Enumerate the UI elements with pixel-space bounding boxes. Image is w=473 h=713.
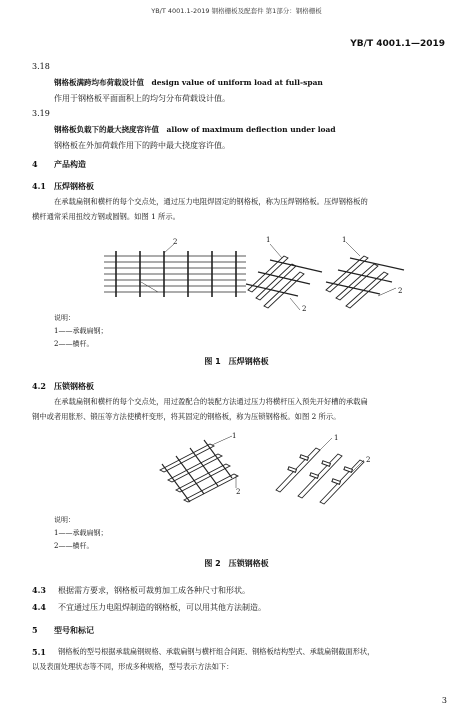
- clause-title-4-2: 压锁钢格板: [54, 381, 94, 391]
- figure-2-isometric-view-a: [150, 430, 250, 510]
- section-number-5: 5: [32, 625, 38, 635]
- clause-text-4-4: 不宜通过压力电阻焊制造的钢格板，可以用其他方法制造。: [58, 603, 266, 612]
- figure-2-legend-2: 2——横杆。: [54, 542, 94, 550]
- figure-1-mid-callout-1: 1: [266, 236, 271, 244]
- figure-2-legend-1: 1——承载扁钢；: [54, 529, 108, 537]
- clause-number-3-19: 3.19: [32, 109, 50, 118]
- clause-number-4-4: 4.4: [32, 602, 46, 612]
- standard-number: YB/T 4001.1—2019: [350, 39, 445, 49]
- figure-1-legend-2: 2——横杆。: [54, 340, 94, 348]
- clause-title-4-1: 压焊钢格板: [54, 181, 94, 191]
- definition-3-18: 作用于钢格板平面面积上的均匀分布荷载设计值。: [54, 94, 230, 103]
- paragraph-4-2-line2: 钢中或者用胀形、锻压等方法使横杆变形，将其固定的钢格板，称为压锁钢格板。如图 2 所示。: [32, 412, 341, 421]
- figure-1-isometric-view-b: [320, 238, 403, 318]
- figure-2-left-callout-2: 2: [236, 488, 241, 496]
- paragraph-5-1-line1: 钢格板的型号根据承载扁钢规格、承载扁钢与横杆组合间距、钢格板结构型式、承载扁钢截面形状，: [58, 647, 375, 656]
- page-number: 3: [441, 696, 447, 705]
- definition-3-19: 钢格板在外加荷载作用下的跨中最大挠度容许值。: [54, 141, 230, 150]
- clause-text-4-3: 根据需方要求，钢格板可裁剪加工成各种尺寸和形状。: [58, 586, 250, 595]
- figure-2-right-callout-2: 2: [366, 456, 371, 464]
- clause-number-5-1: 5.1: [32, 647, 46, 657]
- figure-1-legend-title: 说明：: [54, 314, 75, 322]
- term-3-19: 钢格板负载下的最大挠度容许值 allow of maximum deflection under load: [54, 125, 336, 134]
- figure-1-right-callout-2: 2: [398, 287, 403, 295]
- paragraph-4-1-line2: 横杆通常采用扭绞方钢或圆钢。如图 1 所示。: [32, 212, 180, 221]
- term-3-18: 钢格板满跨均布荷载设计值 design value of uniform load at full-span: [54, 78, 323, 87]
- figure-1-plan-view: [96, 232, 246, 312]
- paragraph-4-2-line1: 在承载扁钢和横杆的每个交点处，用过盈配合的装配方法通过压力将横杆压入预先开好槽的承载扁: [54, 397, 368, 406]
- running-header: YB/T 4001.1-2019 钢格栅板及配套件 第1部分：钢格栅板: [151, 7, 322, 15]
- figure-1-left-callout-2: 2: [173, 238, 178, 246]
- figure-2-isometric-view-b: [268, 430, 378, 510]
- clause-number-3-18: 3.18: [32, 62, 50, 71]
- paragraph-5-1-line2: 以及表面处理状态等不同，形成多种规格，型号表示方法如下：: [32, 662, 234, 671]
- figure-2-caption: 图 2 压锁钢格板: [204, 559, 269, 568]
- figure-2-left-callout-1: 1: [232, 432, 237, 440]
- figure-1-legend-1: 1——承载扁钢；: [54, 327, 108, 335]
- figure-1-mid-callout-2: 2: [302, 305, 307, 313]
- figure-1-caption: 图 1 压焊钢格板: [204, 357, 269, 366]
- section-title-4: 产品构造: [54, 159, 86, 169]
- clause-number-4-1: 4.1: [32, 181, 46, 191]
- clause-number-4-2: 4.2: [32, 381, 46, 391]
- clause-number-4-3: 4.3: [32, 585, 46, 595]
- paragraph-4-1-line1: 在承载扁钢和横杆的每个交点处，通过压力电阻焊固定的钢格板，称为压焊钢格板。压焊钢格板的: [54, 197, 368, 206]
- section-title-5: 型号和标记: [54, 625, 94, 635]
- figure-1-right-callout-1: 1: [342, 236, 347, 244]
- figure-2-right-callout-1: 1: [334, 434, 339, 442]
- figure-2-legend-title: 说明：: [54, 516, 75, 524]
- section-number-4: 4: [32, 159, 38, 169]
